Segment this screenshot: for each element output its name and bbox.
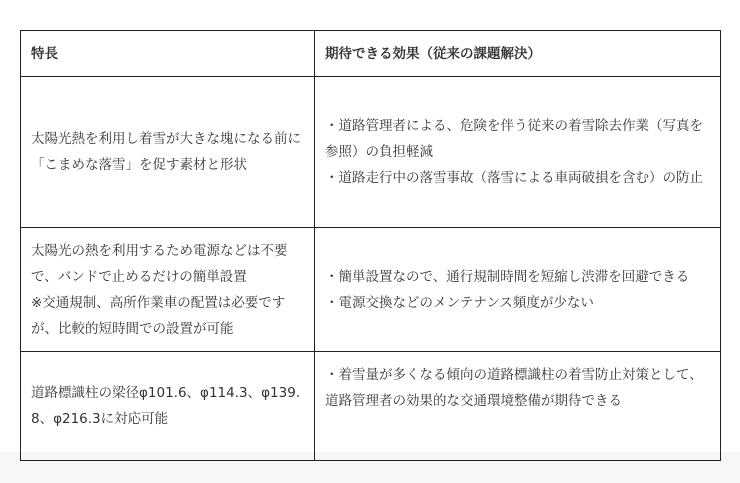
feature-text: 道路標識柱の梁径φ101.6、φ114.3、φ139.8、φ216.3に対応可能 bbox=[31, 385, 301, 427]
effect-text: ・道路走行中の落雪事故（落雪による車両破損を含む）の防止 bbox=[325, 170, 703, 186]
effect-cell bbox=[315, 77, 721, 228]
header-effect: 期待できる効果（従来の課題解決） bbox=[315, 31, 721, 77]
feature-cell bbox=[21, 77, 315, 228]
feature-cell bbox=[21, 228, 315, 352]
feature-text: 太陽光の熱を利用するため電源などは不要で、バンドで止めるだけの簡単設置 bbox=[31, 242, 288, 285]
effect-text: ・簡単設置なので、通行規制時間を短縮し渋滞を回避できる bbox=[325, 268, 690, 285]
table-row bbox=[21, 77, 721, 228]
table-row bbox=[21, 352, 721, 461]
effect-cell bbox=[315, 352, 721, 461]
feature-note: ※交通規制、高所作業車の配置は必要ですが、比較的短時間での設置が可能 bbox=[31, 294, 286, 337]
feature-text: 太陽光熱を利用し着雪が大きな塊になる前に「こまめな落雪」を促す素材と形状 bbox=[31, 131, 301, 173]
effect-text: ・着雪量が多くなる傾向の道路標識柱の着雪防止対策として、道路管理者の効果的な交通環境整備が期待できる bbox=[325, 367, 703, 409]
header-feature: 特長 bbox=[21, 31, 315, 77]
effect-cell bbox=[315, 228, 721, 352]
feature-effect-table bbox=[20, 30, 721, 461]
effect-text: ・道路管理者による、危険を伴う従来の着雪除去作業（写真を参照）の負担軽減 bbox=[325, 118, 703, 160]
effect-text: ・電源交換などのメンテナンス頻度が少ない bbox=[325, 294, 594, 311]
feature-cell bbox=[21, 352, 315, 461]
table-header-row bbox=[21, 31, 721, 77]
table-row bbox=[21, 228, 721, 352]
